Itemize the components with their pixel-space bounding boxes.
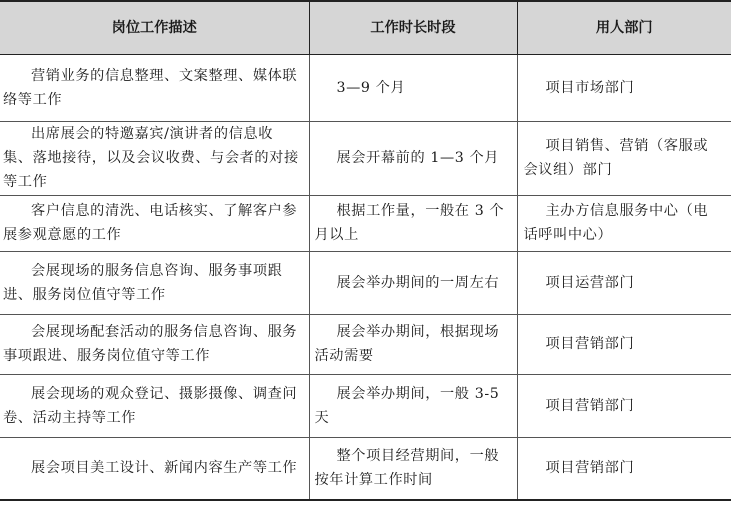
cell-description: 营销业务的信息整理、文案整理、媒体联络等工作 [0, 54, 309, 121]
cell-duration: 3—9 个月 [309, 54, 517, 121]
cell-duration: 展会开幕前的 1—3 个月 [309, 121, 517, 195]
header-row [0, 1, 731, 54]
table-row [0, 314, 731, 374]
cell-department: 项目销售、营销（客服或会议组）部门 [517, 121, 731, 195]
cell-description: 会展现场的服务信息咨询、服务事项跟进、服务岗位值守等工作 [0, 251, 309, 314]
cell-department: 项目营销部门 [517, 437, 731, 500]
table-row [0, 195, 731, 251]
table-header [0, 1, 731, 54]
cell-duration: 展会举办期间，一般 3-5 天 [309, 374, 517, 437]
cell-description: 展会项目美工设计、新闻内容生产等工作 [0, 437, 309, 500]
table-row [0, 437, 731, 500]
table-row [0, 374, 731, 437]
cell-department: 项目营销部门 [517, 374, 731, 437]
cell-duration: 展会举办期间的一周左右 [309, 251, 517, 314]
cell-description: 客户信息的清洗、电话核实、了解客户参展参观意愿的工作 [0, 195, 309, 251]
cell-description: 出席展会的特邀嘉宾/演讲者的信息收集、落地接待，以及会议收费、与会者的对接等工作 [0, 121, 309, 195]
cell-duration: 展会举办期间，根据现场活动需要 [309, 314, 517, 374]
cell-duration: 根据工作量，一般在 3 个月以上 [309, 195, 517, 251]
column-header-department: 用人部门 [517, 1, 731, 54]
table-row [0, 251, 731, 314]
cell-department: 项目市场部门 [517, 54, 731, 121]
table-body [0, 54, 731, 500]
cell-department: 项目运营部门 [517, 251, 731, 314]
table-row [0, 54, 731, 121]
cell-department: 主办方信息服务中心（电话呼叫中心） [517, 195, 731, 251]
column-header-description: 岗位工作描述 [0, 1, 309, 54]
column-header-duration: 工作时长时段 [309, 1, 517, 54]
cell-duration: 整个项目经营期间，一般按年计算工作时间 [309, 437, 517, 500]
cell-description: 展会现场的观众登记、摄影摄像、调查问卷、活动主持等工作 [0, 374, 309, 437]
cell-description: 会展现场配套活动的服务信息咨询、服务事项跟进、服务岗位值守等工作 [0, 314, 309, 374]
table-row [0, 121, 731, 195]
cell-department: 项目营销部门 [517, 314, 731, 374]
